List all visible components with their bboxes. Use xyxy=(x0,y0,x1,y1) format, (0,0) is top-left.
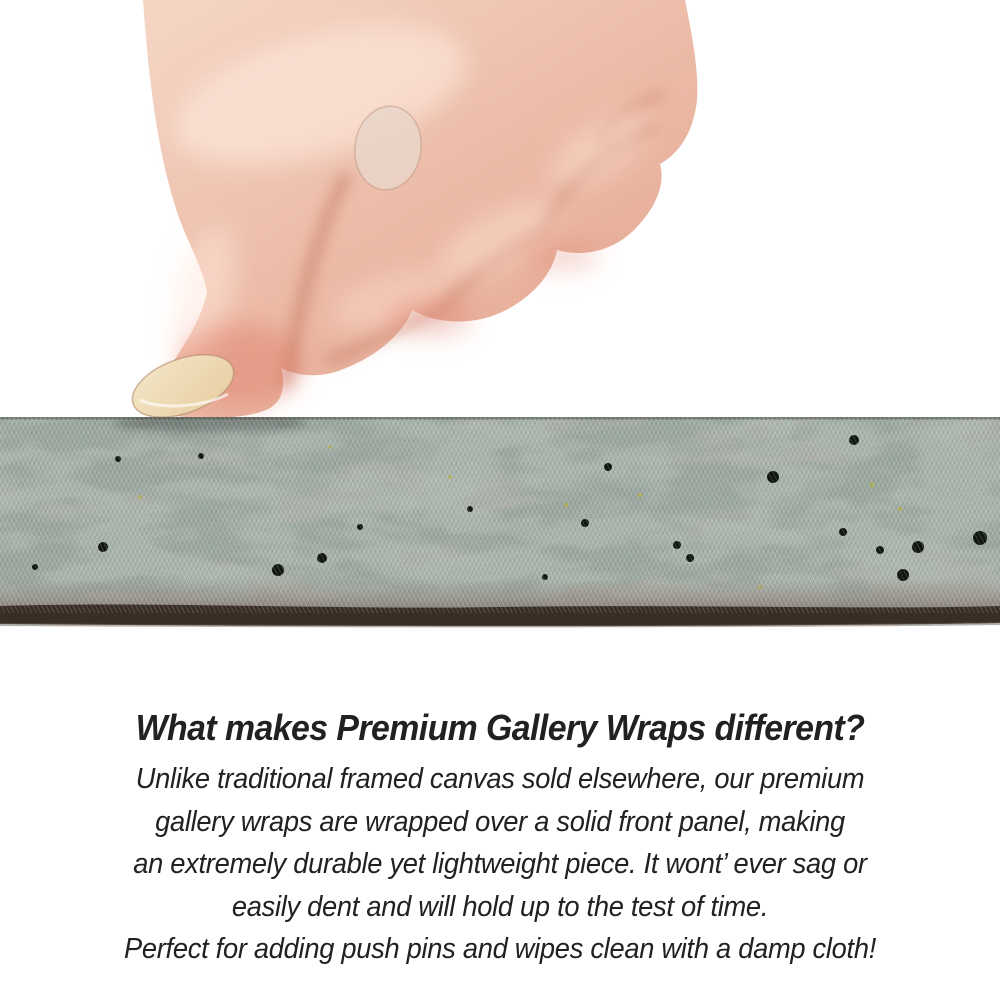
hand-photo xyxy=(0,0,1000,420)
body-line-3: an extremely durable yet lightweight piece. It wont’ ever sag or xyxy=(133,848,867,880)
canvas-top-edge xyxy=(0,417,1000,420)
headline: What makes Premium Gallery Wraps different? xyxy=(135,707,865,748)
marketing-copy xyxy=(30,704,970,971)
pressure-blush xyxy=(388,298,472,338)
canvas-dark-edge xyxy=(0,604,1000,626)
body-line-2: gallery wraps are wrapped over a solid front panel, making xyxy=(155,805,845,838)
body-line-1: Unlike traditional framed canvas sold elsewhere, our premium xyxy=(135,763,865,795)
body-line-5: Perfect for adding push pins and wipes clean with a damp cloth! xyxy=(123,933,877,965)
body-line-4: easily dent and will hold up to the test of time. xyxy=(231,890,769,923)
pressure-blush xyxy=(520,237,600,273)
canvas-strip xyxy=(0,417,1000,628)
